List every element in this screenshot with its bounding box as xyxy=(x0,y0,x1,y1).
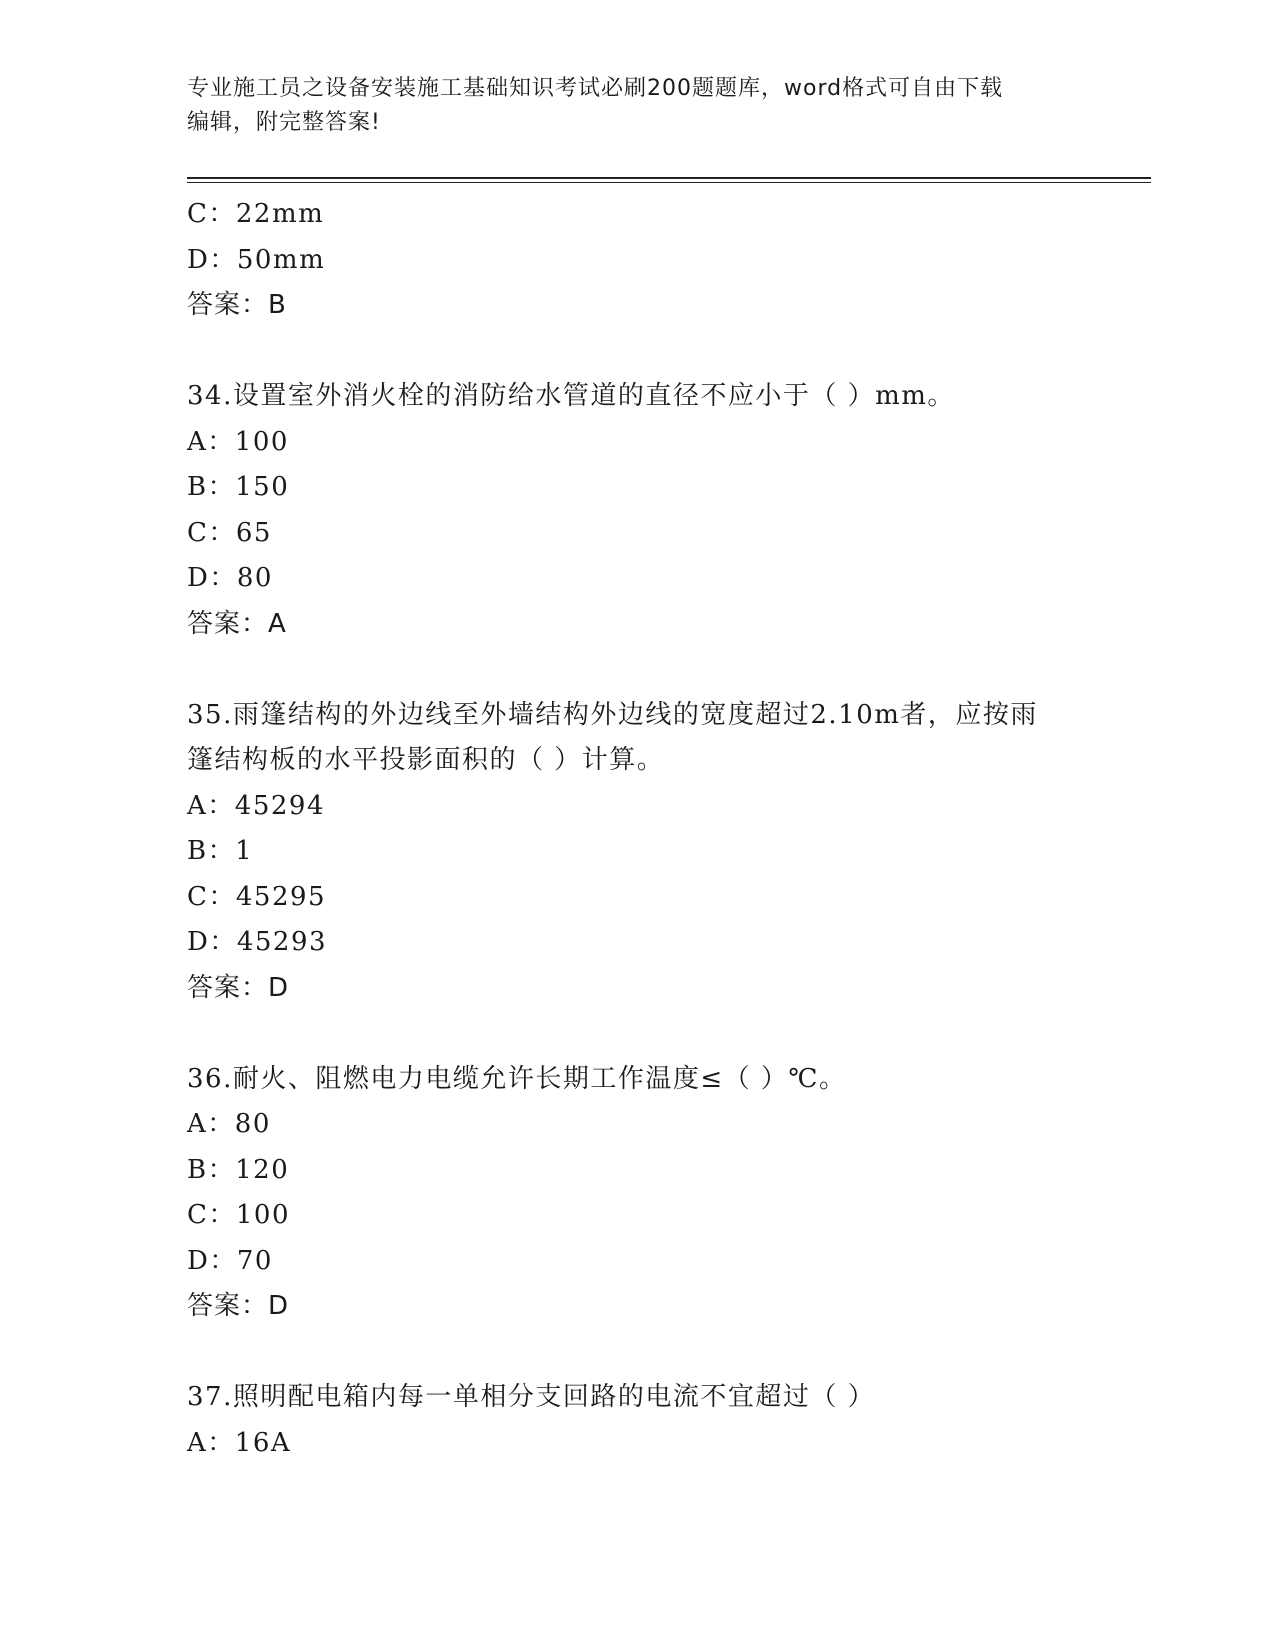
question-line: 35.雨篷结构的外边线至外墙结构外边线的宽度超过2.10m者，应按雨 xyxy=(187,699,1038,730)
question-block-prev xyxy=(187,192,1147,329)
header-line-1: 专业施工员之设备安装施工基础知识考试必刷200题题库，word格式可自由下载 xyxy=(187,76,1004,101)
spacer xyxy=(187,1011,1147,1057)
option-c: C：100 xyxy=(187,1200,291,1230)
answer-line: 答案：D xyxy=(187,1291,290,1321)
option-a: A：100 xyxy=(187,426,289,457)
option-c: C：22mm xyxy=(187,199,325,229)
option-d: D：45293 xyxy=(187,927,328,957)
answer-line: 答案：D xyxy=(187,972,290,1003)
answer-line: 答案：A xyxy=(187,608,287,639)
answer-line: 答案：B xyxy=(187,290,287,320)
option-c: C：45295 xyxy=(187,881,327,912)
option-b: B：1 xyxy=(187,836,254,866)
header-line-2: 编辑，附完整答案! xyxy=(187,110,381,135)
question-line: 37.照明配电箱内每一单相分支回路的电流不宜超过（ ） xyxy=(187,1382,876,1412)
option-d: D：50mm xyxy=(187,244,326,275)
question-line: 34.设置室外消火栓的消防给水管道的直径不应小于（ ）mm。 xyxy=(187,381,955,411)
option-a: A：45294 xyxy=(187,790,325,821)
question-block-34 xyxy=(187,374,1147,647)
question-text xyxy=(187,1057,1087,1103)
document-header xyxy=(187,72,1087,140)
option-b: B：120 xyxy=(187,1154,290,1185)
question-line: 36.耐火、阻燃电力电缆允许长期工作温度≤（ ）℃。 xyxy=(187,1063,847,1094)
question-block-36 xyxy=(187,1057,1147,1330)
header-divider-thick xyxy=(187,177,1151,179)
option-d: D：80 xyxy=(187,563,273,593)
option-a: A：16A xyxy=(187,1427,292,1458)
question-text xyxy=(187,693,1087,784)
spacer xyxy=(187,647,1147,693)
question-block-35 xyxy=(187,693,1147,1012)
question-text xyxy=(187,1375,1087,1421)
option-b: B：150 xyxy=(187,472,290,502)
option-d: D：70 xyxy=(187,1245,273,1276)
question-block-37 xyxy=(187,1375,1147,1466)
spacer xyxy=(187,1330,1147,1376)
question-list xyxy=(187,192,1147,1466)
question-line: 篷结构板的水平投影面积的（ ）计算。 xyxy=(187,745,665,775)
header-divider-thin xyxy=(187,182,1151,183)
spacer xyxy=(187,329,1147,375)
option-c: C：65 xyxy=(187,517,272,548)
option-a: A：80 xyxy=(187,1109,271,1139)
question-text xyxy=(187,374,1087,420)
